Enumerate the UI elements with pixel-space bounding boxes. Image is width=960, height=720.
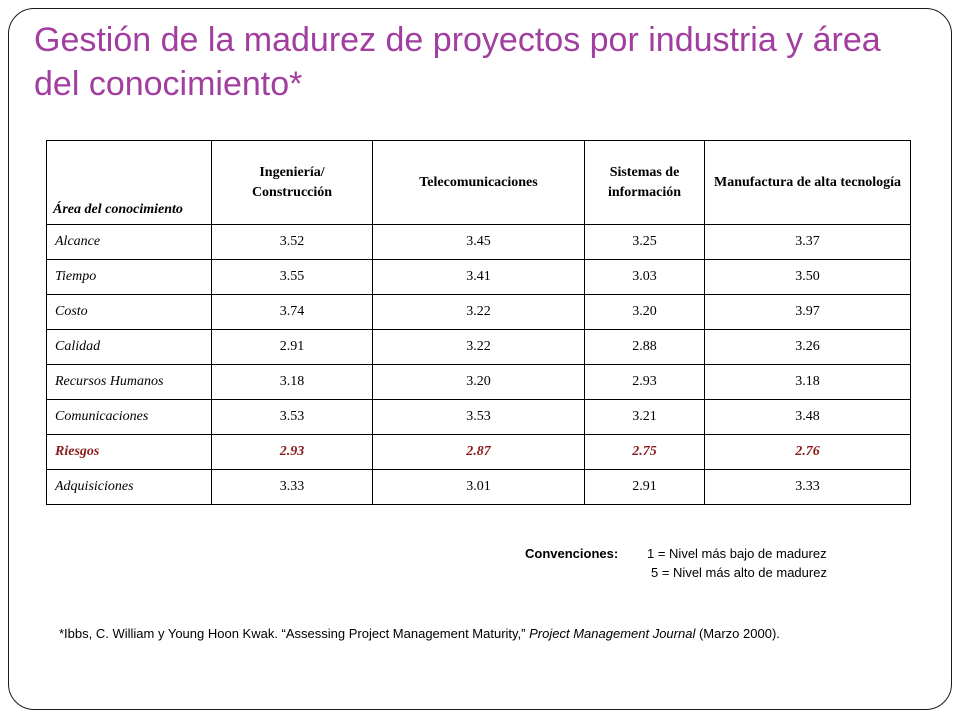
- table-cell: 3.20: [585, 295, 705, 330]
- table-cell: 3.97: [705, 295, 911, 330]
- convention-line-1: 1 = Nivel más bajo de madurez: [647, 546, 827, 561]
- table-cell: 3.22: [373, 295, 585, 330]
- row-label: Adquisiciones: [47, 470, 212, 505]
- table-cell: 3.33: [705, 470, 911, 505]
- table-cell: 3.55: [212, 260, 373, 295]
- table-cell: 2.88: [585, 330, 705, 365]
- table-row: [47, 365, 911, 400]
- row-label: Riesgos: [47, 435, 212, 470]
- table-cell: 3.48: [705, 400, 911, 435]
- table-cell: 3.22: [373, 330, 585, 365]
- table-cell: 2.93: [585, 365, 705, 400]
- table-cell: 2.91: [585, 470, 705, 505]
- footnote-date: (Marzo 2000).: [698, 626, 780, 641]
- column-header: Ingeniería/ Construcción: [212, 141, 373, 225]
- table-cell: 3.53: [373, 400, 585, 435]
- row-label: Alcance: [47, 225, 212, 260]
- row-label: Recursos Humanos: [47, 365, 212, 400]
- table-cell: 3.20: [373, 365, 585, 400]
- conventions-legend: [525, 544, 827, 582]
- table-cell: 2.75: [585, 435, 705, 470]
- table-row: [47, 435, 911, 470]
- table-cell: 3.37: [705, 225, 911, 260]
- conventions-label: Convenciones:: [525, 546, 619, 561]
- table-row: [47, 470, 911, 505]
- convention-line-2: 5 = Nivel más alto de madurez: [651, 565, 827, 580]
- table-row: [47, 260, 911, 295]
- table-cell: 3.74: [212, 295, 373, 330]
- maturity-table: [46, 140, 911, 505]
- table-row: [47, 330, 911, 365]
- row-label: Costo: [47, 295, 212, 330]
- table-cell: 3.33: [212, 470, 373, 505]
- table-cell: 2.76: [705, 435, 911, 470]
- table-cell: 2.93: [212, 435, 373, 470]
- table-cell: 3.01: [373, 470, 585, 505]
- table-cell: 3.03: [585, 260, 705, 295]
- table-row: [47, 225, 911, 260]
- table-row: [47, 400, 911, 435]
- column-header: Sistemas de información: [585, 141, 705, 225]
- row-label: Comunicaciones: [47, 400, 212, 435]
- table-cell: 2.87: [373, 435, 585, 470]
- table-cell: 3.41: [373, 260, 585, 295]
- table-row: [47, 295, 911, 330]
- slide-title: Gestión de la madurez de proyectos por industria y área del conocimiento*: [34, 21, 881, 103]
- source-footnote: [59, 626, 780, 641]
- footnote-journal: Project Management Journal: [529, 626, 696, 641]
- column-header: Manufactura de alta tecnología: [705, 141, 911, 225]
- table-cell: 3.26: [705, 330, 911, 365]
- footnote-authors: *Ibbs, C. William y Young Hoon Kwak. “Assessing Project Management Maturity,”: [59, 626, 526, 641]
- table-cell: 3.18: [705, 365, 911, 400]
- table-cell: 3.25: [585, 225, 705, 260]
- row-label: Tiempo: [47, 260, 212, 295]
- corner-header: Área del conocimiento: [47, 141, 212, 225]
- table-cell: 2.91: [212, 330, 373, 365]
- table-cell: 3.50: [705, 260, 911, 295]
- row-label: Calidad: [47, 330, 212, 365]
- table-cell: 3.52: [212, 225, 373, 260]
- table-cell: 3.45: [373, 225, 585, 260]
- table-cell: 3.53: [212, 400, 373, 435]
- table-header-row: [47, 141, 911, 225]
- column-header: Telecomunicaciones: [373, 141, 585, 225]
- table-cell: 3.18: [212, 365, 373, 400]
- table-cell: 3.21: [585, 400, 705, 435]
